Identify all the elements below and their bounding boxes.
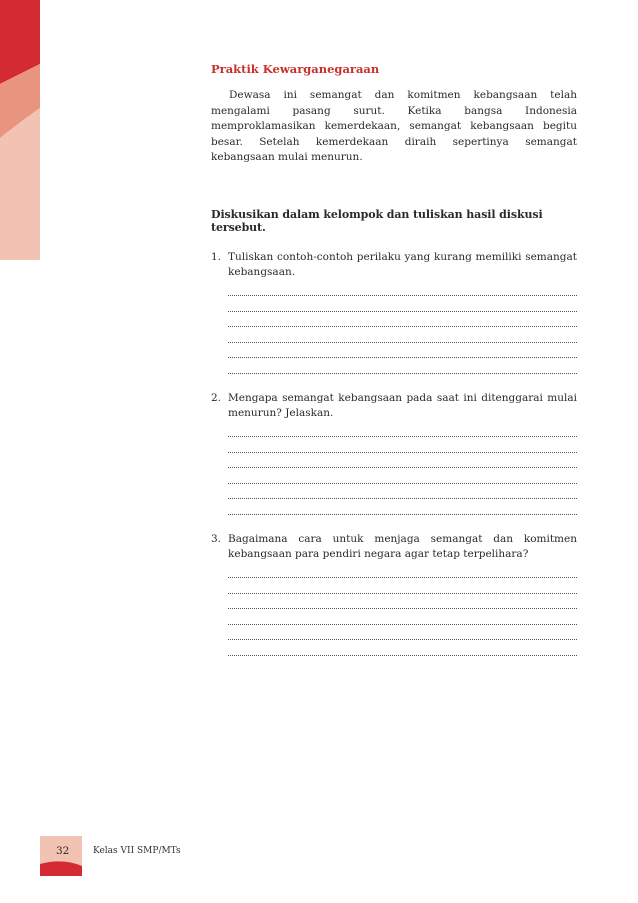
side-decoration: [0, 0, 40, 903]
question-text: Tuliskan contoh-contoh perilaku yang kurang memiliki semangat kebangsaan.: [228, 250, 577, 278]
intro-paragraph: Dewasa ini semangat dan komitmen kebangsaan telah mengalami pasang surut. Ketika bangsa Indonesia memproklamasikan kemerdekaan, semangat kebangsaan begitu besar. Setelah kemerdekaan diraih sepertinya semangat kebangsaan mulai menurun.: [211, 89, 577, 163]
answer-line[interactable]: [228, 578, 577, 594]
question-number: 1.: [211, 250, 222, 263]
question-text: Bagaimana cara untuk menjaga semangat dan komitmen kebangsaan para pendiri negara agar tetap terpelihara?: [228, 532, 577, 560]
main-content: [211, 62, 577, 673]
answer-line[interactable]: [228, 296, 577, 312]
question-number: 3.: [211, 532, 222, 545]
answer-line[interactable]: [228, 422, 577, 438]
answer-line[interactable]: [228, 609, 577, 625]
question-item: [211, 391, 577, 515]
answer-line[interactable]: [228, 484, 577, 500]
question-item: [211, 532, 577, 656]
answer-line[interactable]: [228, 468, 577, 484]
answer-line[interactable]: [228, 437, 577, 453]
section-title: Praktik Kewarganegaraan: [211, 62, 380, 76]
answer-line[interactable]: [228, 281, 577, 297]
question-item: [211, 250, 577, 374]
answer-line[interactable]: [228, 499, 577, 515]
answer-line[interactable]: [228, 327, 577, 343]
book-label: Kelas VII SMP/MTs: [93, 846, 181, 856]
instruction-heading: Diskusikan dalam kelompok dan tuliskan hasil diskusi tersebut.: [211, 207, 543, 234]
answer-line[interactable]: [228, 563, 577, 579]
answer-line[interactable]: [228, 453, 577, 469]
page-number: 32: [56, 845, 70, 857]
question-number: 2.: [211, 391, 222, 404]
question-text: Mengapa semangat kebangsaan pada saat ini ditenggarai mulai menurun? Jelaskan.: [228, 391, 577, 419]
footer-decoration: [0, 836, 638, 876]
answer-line[interactable]: [228, 358, 577, 374]
answer-line[interactable]: [228, 312, 577, 328]
answer-line[interactable]: [228, 625, 577, 641]
answer-line[interactable]: [228, 343, 577, 359]
answer-line[interactable]: [228, 594, 577, 610]
answer-line[interactable]: [228, 640, 577, 656]
